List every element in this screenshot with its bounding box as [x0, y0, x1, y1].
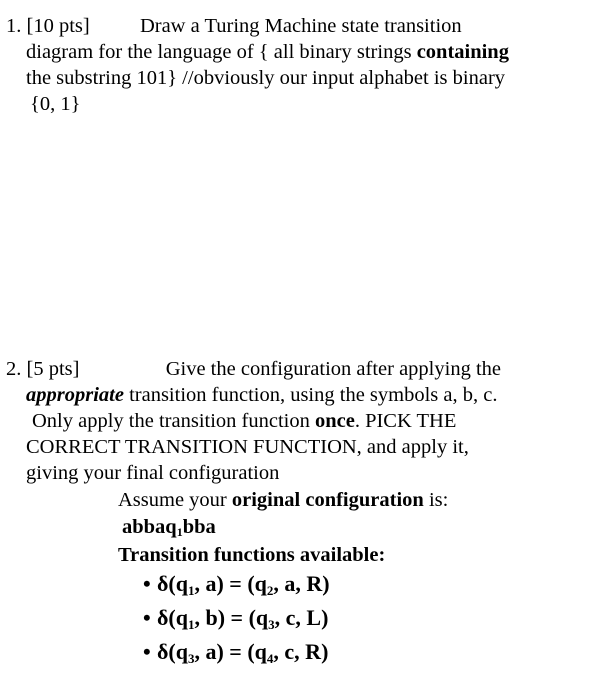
transition-1-mid: , a) = (q — [194, 571, 267, 596]
q1-prompt-line-1: Draw a Turing Machine state transition — [139, 15, 462, 37]
transition-1-state-to: 2 — [266, 583, 274, 598]
transition-function-1 — [143, 570, 330, 598]
q2-line-3 — [32, 409, 456, 434]
transition-3-mid: , a) = (q — [194, 639, 267, 664]
transition-function-3 — [143, 638, 328, 666]
q2-line-5 — [26, 461, 279, 486]
q1-points: [10 pts] — [26, 15, 90, 37]
q1-line-3 — [26, 66, 505, 91]
q2-keyword-appropriate: appropriate — [26, 384, 124, 406]
transition-3-rhs: , c, R) — [273, 639, 329, 664]
q1-alphabet: {0, 1} — [30, 93, 81, 115]
q2-assume-a: Assume your — [118, 489, 232, 511]
transition-3-state-to: 4 — [266, 651, 274, 666]
q1-number: 1. — [6, 15, 22, 37]
q2-assume-line — [118, 488, 448, 513]
transition-2-state-from: 1 — [187, 617, 195, 632]
q2-prompt-line-2: transition function, using the symbols a, b, c. — [123, 384, 498, 406]
q2-line-2 — [26, 383, 497, 408]
transition-2-lhs: δ(q — [157, 605, 188, 630]
q1-line-4 — [30, 92, 80, 117]
q1-line-1 — [6, 14, 462, 39]
config-suffix: bba — [182, 516, 216, 538]
transition-2-state-to: 3 — [268, 617, 275, 632]
q2-prompt-line-1: Give the configuration after applying the — [165, 358, 501, 380]
config-state-subscript: 1 — [176, 525, 183, 539]
transition-3-lhs: δ(q — [157, 639, 188, 664]
q2-prompt-line-3a: Only apply the transition function — [32, 410, 315, 432]
q2-number: 2. — [6, 358, 22, 380]
transition-1-rhs: , a, R) — [273, 571, 330, 596]
transition-3-state-from: 3 — [187, 651, 195, 666]
transitions-heading-text: Transition functions available: — [118, 544, 386, 566]
q1-prompt-line-2a: diagram for the language of { all binary strings — [26, 41, 417, 63]
config-prefix: abbaq — [122, 516, 177, 538]
transition-1-lhs: δ(q — [157, 571, 188, 596]
q2-transitions-heading — [118, 543, 385, 568]
bullet-icon: • — [143, 639, 151, 664]
q1-line-2 — [26, 40, 509, 65]
q1-keyword-containing: containing — [416, 41, 509, 63]
transition-2-rhs: , c, L) — [274, 605, 329, 630]
q2-keyword-once: once — [314, 410, 355, 432]
transition-1-state-from: 1 — [187, 583, 195, 598]
bullet-icon: • — [143, 605, 151, 630]
q2-line-4 — [26, 435, 469, 460]
q2-points: [5 pts] — [26, 358, 80, 380]
q2-prompt-line-5: giving your final configuration — [26, 462, 280, 484]
q1-prompt-line-3: the substring 101} //obviously our input alphabet is binary — [26, 67, 506, 89]
q2-original-configuration — [122, 515, 216, 545]
q2-assume-b: is: — [423, 489, 449, 511]
q2-prompt-line-3b: . PICK THE — [354, 410, 457, 432]
transition-2-mid: , b) = (q — [194, 605, 269, 630]
q2-prompt-line-4: CORRECT TRANSITION FUNCTION, and apply it, — [26, 436, 469, 458]
q2-line-1 — [6, 357, 501, 382]
bullet-icon: • — [143, 571, 151, 596]
q2-keyword-original-configuration: original configuration — [231, 489, 424, 511]
transition-function-2 — [143, 604, 328, 632]
